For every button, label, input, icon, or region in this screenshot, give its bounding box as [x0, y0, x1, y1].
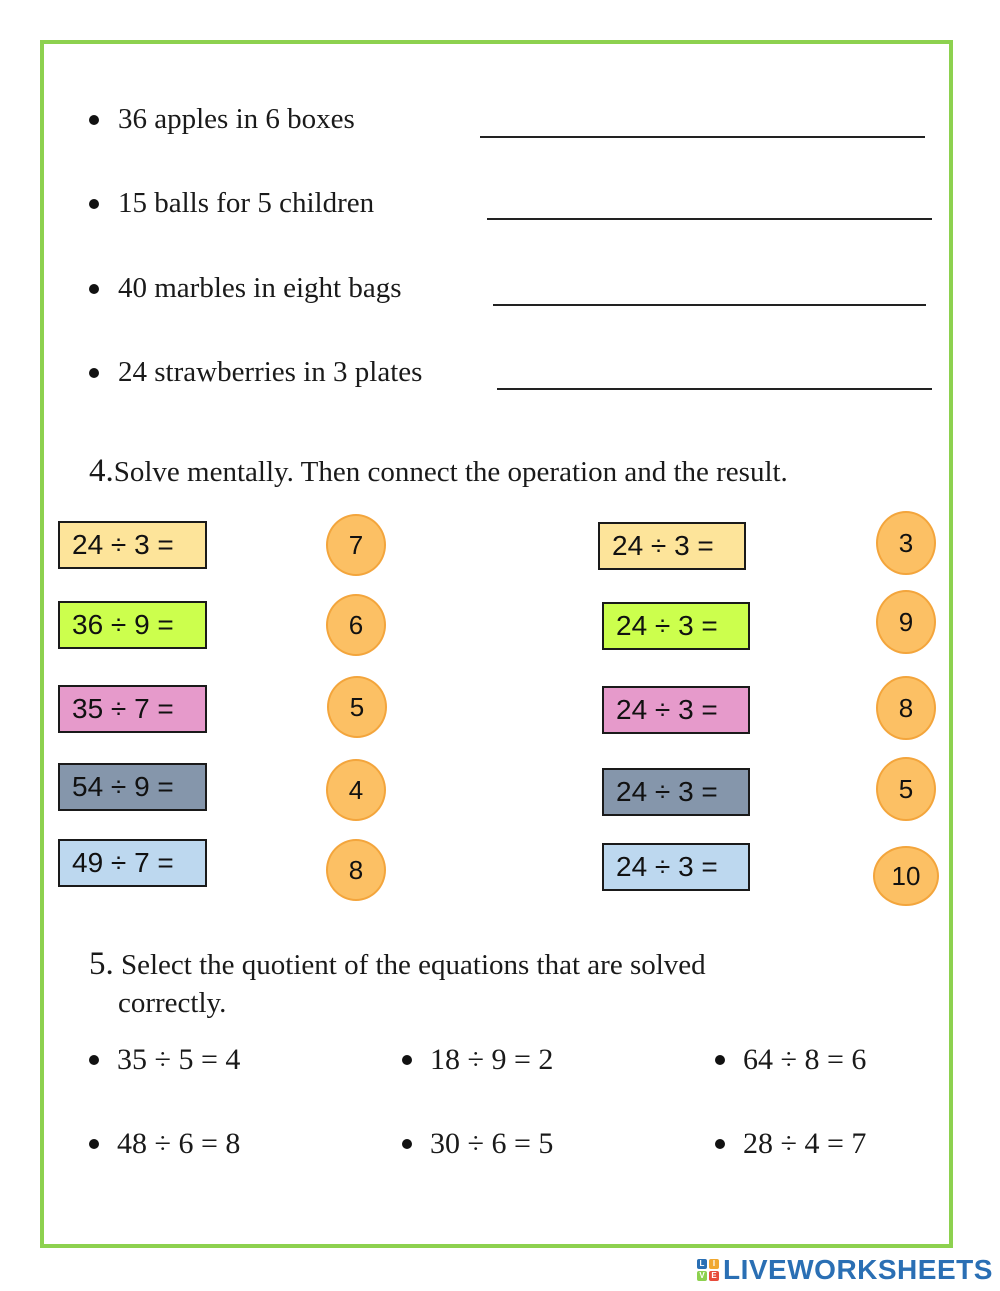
section-4-heading	[89, 453, 788, 490]
item-row	[89, 187, 374, 220]
item-row	[89, 272, 402, 305]
result-circle[interactable]: 6	[326, 594, 386, 656]
section-number: 4.	[89, 453, 114, 489]
equation-option[interactable]	[89, 1127, 240, 1161]
bullet-dot	[89, 368, 99, 378]
bullet-dot	[89, 1055, 99, 1065]
operation-box[interactable]: 24 ÷ 3 =	[602, 602, 750, 650]
operation-box[interactable]: 54 ÷ 9 =	[58, 763, 207, 811]
operation-box[interactable]: 49 ÷ 7 =	[58, 839, 207, 887]
answer-line[interactable]	[487, 218, 932, 220]
answer-line[interactable]	[480, 136, 925, 138]
answer-line[interactable]	[497, 388, 932, 390]
logo-letter: L	[697, 1259, 707, 1269]
operation-box[interactable]: 24 ÷ 3 =	[602, 686, 750, 734]
equation-text: 64 ÷ 8 = 6	[743, 1043, 867, 1076]
operation-box[interactable]: 24 ÷ 3 =	[602, 768, 750, 816]
liveworksheets-logo	[697, 1254, 993, 1286]
equation-text: 28 ÷ 4 = 7	[743, 1127, 867, 1160]
result-circle[interactable]: 5	[327, 676, 387, 738]
logo-letter: I	[709, 1259, 719, 1269]
item-text: 15 balls for 5 children	[118, 187, 375, 219]
result-circle[interactable]: 3	[876, 511, 936, 575]
equation-option[interactable]	[715, 1127, 866, 1161]
result-circle[interactable]: 4	[326, 759, 386, 821]
equation-text: 18 ÷ 9 = 2	[430, 1043, 554, 1076]
section-number: 5.	[89, 946, 114, 982]
equation-option[interactable]	[89, 1043, 240, 1077]
operation-box[interactable]: 36 ÷ 9 =	[58, 601, 207, 649]
item-row	[89, 356, 422, 389]
bullet-dot	[89, 199, 99, 209]
bullet-dot	[715, 1139, 725, 1149]
equation-text: 35 ÷ 5 = 4	[117, 1043, 241, 1076]
equation-text: 48 ÷ 6 = 8	[117, 1127, 241, 1160]
result-circle[interactable]: 9	[876, 590, 936, 654]
bullet-dot	[89, 284, 99, 294]
result-circle[interactable]: 10	[873, 846, 939, 906]
section-5-heading	[89, 946, 706, 983]
section-instruction: Select the quotient of the equations that are solved	[121, 949, 706, 981]
operation-box[interactable]: 24 ÷ 3 =	[598, 522, 746, 570]
item-row	[89, 103, 355, 136]
equation-option[interactable]	[715, 1043, 866, 1077]
operation-box[interactable]: 24 ÷ 3 =	[58, 521, 207, 569]
bullet-dot	[89, 1139, 99, 1149]
brand-name: LIVEWORKSHEETS	[723, 1254, 993, 1285]
section-instruction: Solve mentally. Then connect the operation and the result.	[113, 456, 788, 488]
result-circle[interactable]: 5	[876, 757, 936, 821]
operation-box[interactable]: 35 ÷ 7 =	[58, 685, 207, 733]
result-circle[interactable]: 7	[326, 514, 386, 576]
equation-option[interactable]	[402, 1127, 553, 1161]
item-text: 40 marbles in eight bags	[118, 272, 402, 304]
logo-letter: V	[697, 1271, 707, 1281]
answer-line[interactable]	[493, 304, 926, 306]
logo-letter: E	[709, 1271, 719, 1281]
item-text: 36 apples in 6 boxes	[118, 103, 355, 135]
bullet-dot	[402, 1139, 412, 1149]
bullet-dot	[715, 1055, 725, 1065]
operation-box[interactable]: 24 ÷ 3 =	[602, 843, 750, 891]
logo-icon	[697, 1259, 719, 1281]
equation-option[interactable]	[402, 1043, 553, 1077]
result-circle[interactable]: 8	[876, 676, 936, 740]
equation-text: 30 ÷ 6 = 5	[430, 1127, 554, 1160]
section-5-heading-cont: correctly.	[118, 987, 227, 1019]
bullet-dot	[89, 115, 99, 125]
result-circle[interactable]: 8	[326, 839, 386, 901]
bullet-dot	[402, 1055, 412, 1065]
item-text: 24 strawberries in 3 plates	[118, 356, 423, 388]
